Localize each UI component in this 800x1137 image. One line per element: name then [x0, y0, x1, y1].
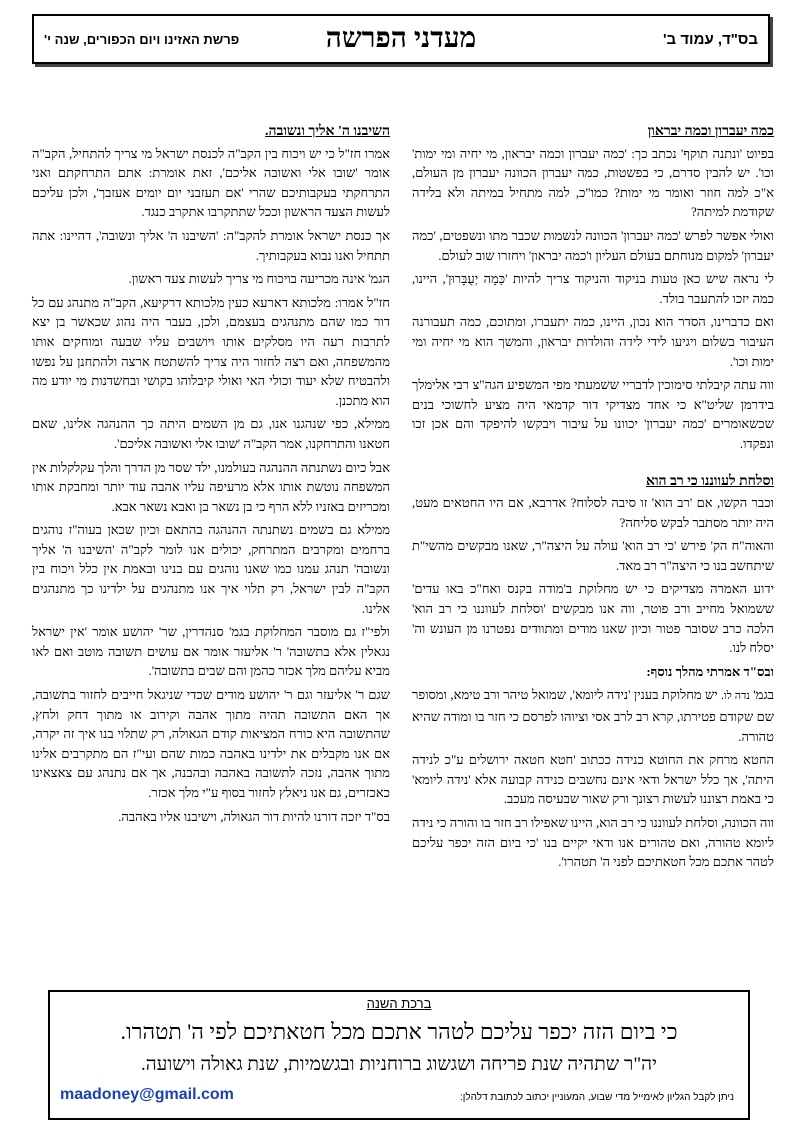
- paragraph: ואולי אפשר לפרש 'כמה יעברון' הכוונה לנשמות שכבר מתו ונשפטים, 'כמה יעברון' למקום מנוחתם בעולם העליון ו'כמה יבראון' ויחזרו שוב לעולם.: [412, 227, 774, 263]
- paragraph: שגם ר' אליעזר וגם ר' יהושע מודים שכדי שניגאל חייבים לחזור בתשובה, אך האם התשובה תהיה מתוך אהבה וקירוב או מתוך דחק ולחץ, שהתשובה היא כורח המציאות קודם הגאולה, רק שתלוי בנו איך זה יקרה, אם אנו מקבלים את ילדינו באהבה כמות שהם ועי"ז הם מתקרבים אלינו מתוך אהבה, נזכה לתשובה באהבה ובהבנה, אך אם נתנהג עם צאצאינו כאכזרים, גם אנו ניאלץ לחזור בסוף ע"י מלך אכזר.: [32, 687, 390, 800]
- publication-title: מעדני הפרשה: [325, 23, 477, 54]
- paragraph: החטא מרחק את החוטא כנידה ככתוב 'חטא חטאה ירושלים ע"כ לנידה היתה', אך כלל ישראל ודאי אינם נחשבים כנידה קבועה אלא 'נידה ליומא' כי באמת רצוננו לעשות רצונך ורק שאור שבעיסה מעכב.: [412, 752, 774, 807]
- right-column: [412, 122, 774, 876]
- paragraph: ידוע האמרה מצדיקים כי יש מחלוקת ב'מודה בקנס ואח"כ באו עדים' ששמואל מחייב ורב פוטר, ווה אנו מבקשים 'וסלחת לעווננו כי רב הוא' הלכה כרב שסובר פטור וכיון שאנו מודים ומתוודים נפטרנו מן העונש וה' יסלח לנו.: [412, 581, 774, 656]
- paragraph: ואם כדברינו, הסדר הוא נכון, היינו, כמה יתעברו, ומתוכם, כמה תעבורנה העיבור בשלום ויגיעו לידי לידה והולדות יבראון, והמשך הוא מי יחיה ומי ימות וכו'.: [412, 314, 774, 369]
- parsha-label: פרשת האזינו ויום הכפורים, שנה י': [44, 32, 240, 47]
- email-link[interactable]: maadoney@gmail.com: [60, 1086, 234, 1103]
- subscribe-note: ניתן לקבל הגליון לאימייל מדי שבוע, המעוניין יכתוב לכתובת דלהלן:: [459, 1092, 734, 1103]
- paragraph: חז"ל אמרו: מלכותא דארעא כעין מלכותא דרקיעא, הקב"ה מתנהג עם כל דור כמו שהם מתנהגים בעצמם, ולכן, בעבר היה נהוג שכאשר בן יצא לתרבות רעה היו מסלקים אותו ויושבים עליו שבעה ומוחקים אותו מהמשפחה, ואם רצה לחזור היה צריך להשתטח ארצה ולהתחנן על נפשו ולהבטיח שלא יעוד וכולי האי ואולי קיבלוהו בקושי ובחשדנות מי יודע מה הוא מתכנן.: [32, 294, 390, 408]
- left-column: [32, 122, 390, 830]
- blessing-line-2: יה"ר שתהיה שנת פריחה ושגשוג ברוחניות ובגשמיות, שנת גאולה וישועה.: [140, 1054, 657, 1075]
- section-heading-hashivenu: השיבנו ה' אליך ונשובה.: [265, 124, 390, 139]
- section-heading-kama-yaavrun: כמה יעברון וכמה יבראון: [647, 124, 774, 139]
- source-reference: נדה לו.: [721, 690, 750, 703]
- paragraph: ממילא גם בשמים נשתנתה ההנהגה בהתאם וכיון שכאן בעוה"ז נוהגים ברחמים ומקרבים המתרחק, יכולים אנו לומר לקב"ה 'השיבנו ה' אליך ונשובה' תנהג עמנו כמו שאנו נוהגים עם בנינו ובאמת אין כלל ויכוח בין הקב"ה לבין ישראל, רק תלוי איך אנו מתנהגים על ילדינו כך מתנהגים אלינו.: [32, 522, 390, 616]
- paragraph: ולפי"ז גם מוסבר המחלוקת בגמ' סנהדרין, שר' יהושע אומר 'אין ישראל נגאלין אלא בתשובה' ר' אליעזר אומר אם עושים תשובה מוטב ואם לאו מביא עליהם מלך אכזר כהמן והם שבים בתשובה'.: [32, 624, 390, 679]
- paragraph: ובס"ד אמרתי מהלך נוסף:: [646, 663, 774, 679]
- paragraph: בס"ד יזכה דורנו להיות דור הגאולה, וישיבנו אליו באהבה.: [118, 808, 390, 824]
- blessing-line-1: כי ביום הזה יכפר עליכם לטהר אתכם מכל חטאתיכם לפי ה' תטהרו.: [120, 1019, 678, 1044]
- page-header: [32, 14, 770, 64]
- paragraph-text: יש מחלוקת בענין 'נידה ליומא', שמואל טיהר ורב טימא, ומסופר שם שקודם פטירתו, קרא רב לרב אסי וציוהו לפרסם כי חזר בו ומודה שהיא טהורה.: [412, 687, 774, 744]
- paragraph: ווה הכוונה, וסלחת לעווננו כי רב הוא, היינו שאפילו רב חזר בו והורה כי נידה ליומא טהורה, ואם טהורים אנו ודאי יקיים בנו 'כי ביום הזה יכפר עליכם לטהר אתכם מכל חטאתיכם לפני ה' תטהרו'.: [412, 815, 774, 870]
- paragraph: בפיוט 'ונתנה תוקף' נכתב כך: 'כמה יעברון וכמה יבראון, מי יחיה ומי ימות' וכו'. יש להבין סדרם, כי בפשטות, כמה יעברון הכוונה יעברון מן העולם, א"כ למה חוזר ואומר מי ימות? כמו"כ, למה מתחיל במיתה ולא בלידה שקודמת למיתה?: [412, 145, 774, 220]
- paragraph: לי נראה שיש כאן טעות בניקוד והניקוד צריך להיות 'כַּמָה יְעֻבָּרוּן', היינו, כמה יזכו להתעבר בולד.: [412, 271, 774, 306]
- paragraph: וכבר הקשו, אם 'רב הוא' זו סיבה לסלוח? אדרבא, אם היו החטאים מעט, היה יותר מסתבר לבקש סליחה?: [412, 495, 774, 530]
- blessing-box: [48, 990, 750, 1120]
- paragraph: אך כנסת ישראל אומרת להקב"ה: 'השיבנו ה' אליך ונשובה', דהיינו: אתה תתחיל ואנו נבוא בעקבותיך.: [32, 227, 390, 263]
- paragraph: הגמ' אינה מכריעה בויכוח מי צריך לעשות צעד ראשון.: [128, 271, 390, 287]
- paragraph: [412, 685, 774, 746]
- paragraph: ממילא, כפי שנהגנו אנו, גם מן השמים היתה כך ההנהגה אלינו, שאם חטאנו והתרחקנו, אמר הקב"ה 'שובו אלי ואשובה אליכם'.: [32, 416, 390, 451]
- paragraph: אמרו חז"ל כי יש ויכוח בין הקב"ה לכנסת ישראל מי צריך להתחיל, הקב"ה אומר 'שובו אלי ואשובה אליכם', זאת אומרת: אתם התרחקתם ואני התרחקתי בעקבותיכם שהרי 'אם תעזבני יום יומים אעזבך', ולכן עליכם לעשות הצעד הראשון וככל שתתקרבו אתקרב כנגד.: [32, 145, 390, 220]
- blessing-title: ברכת השנה: [366, 996, 432, 1011]
- page-number-label: בס"ד, עמוד ב': [662, 31, 758, 48]
- paragraph: ווה עתה קיבלתי סימוכין לדבריי ששמעתי מפי המשפיע הגה"צ רבי אלימלך בידרמן שליט"א כי אחד מצדיקי דור קדמאי היה מציע לחשוכי בנים שכשאומרים 'כמה יעברון' יכוונו על עיבור ויבקשו להיפקד והם אכן זכו ונפקדו.: [412, 377, 774, 451]
- paragraph: אבל כיום נשתנתה ההנהגה בעולמנו, ילד שסר מן הדרך והלך עקלקלות אין המשפחה נוטשת אותו אלא מרעיפה עליו אהבה עוד יותר ומחבקת אותו ומכריזים באזניו ללא הרף כי בן נשאר בן ואבא נשאר אבא.: [32, 459, 390, 514]
- paragraph: והאוה"ח הק' פירש 'כי רב הוא' עולה על היצה"ר, שאנו מבקשים מהשי"ת שיתחשב בנו כי היצה"ר רב מאד.: [412, 538, 774, 573]
- gemara-label: בגמ': [753, 687, 775, 703]
- section-heading-vesalachta: וסלחת לעווננו כי רב הוא: [645, 473, 774, 489]
